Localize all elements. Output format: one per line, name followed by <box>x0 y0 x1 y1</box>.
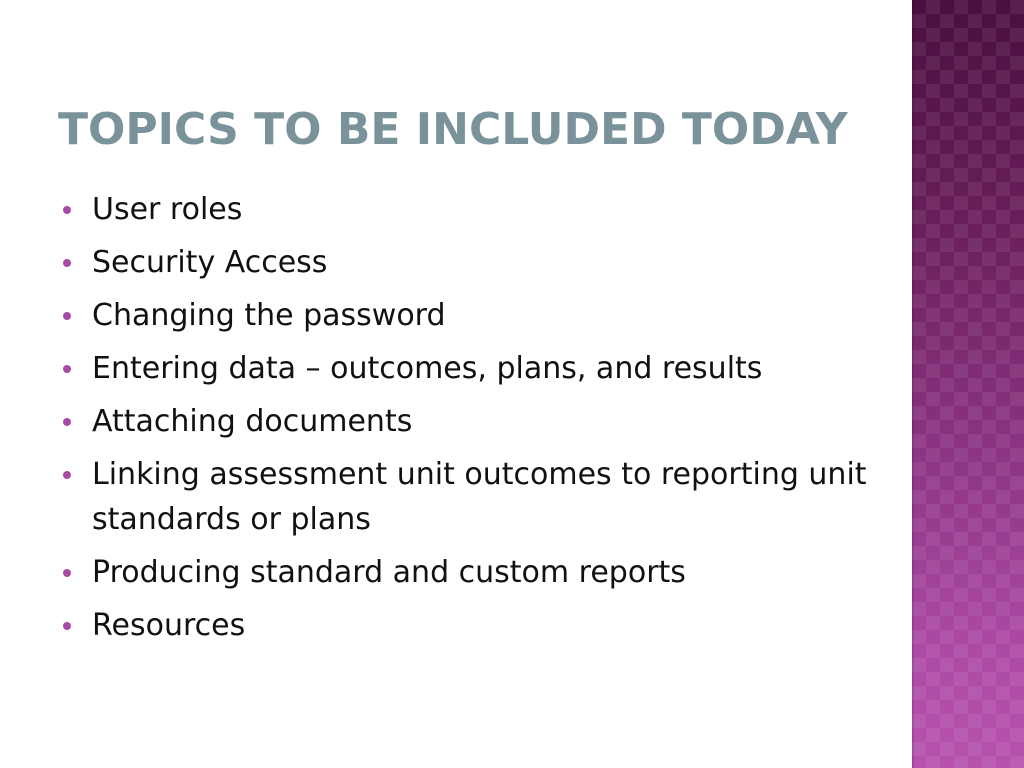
list-item <box>60 240 880 285</box>
list-item <box>60 399 880 444</box>
decorative-side-band <box>912 0 1024 768</box>
bullet-dot-icon <box>63 569 71 577</box>
bullet-text: Resources <box>92 608 246 643</box>
bullet-dot-icon <box>63 622 71 630</box>
bullet-text: Producing standard and custom reports <box>92 555 686 590</box>
bullet-dot-icon <box>63 418 71 426</box>
bullet-list <box>60 187 880 656</box>
list-item <box>60 603 880 648</box>
bullet-dot-icon <box>63 471 71 479</box>
bullet-text: Linking assessment unit outcomes to reporting unit standards or plans <box>92 457 867 537</box>
side-band-edge <box>912 0 914 768</box>
bullet-dot-icon <box>63 312 71 320</box>
list-item <box>60 550 880 595</box>
bullet-text: User roles <box>92 192 243 227</box>
bullet-text: Attaching documents <box>92 404 413 439</box>
bullet-text: Changing the password <box>92 298 446 333</box>
bullet-dot-icon <box>63 365 71 373</box>
bullet-text: Entering data – outcomes, plans, and results <box>92 351 763 386</box>
list-item <box>60 452 880 542</box>
bullet-text: Security Access <box>92 245 328 280</box>
list-item <box>60 293 880 338</box>
list-item <box>60 346 880 391</box>
slide-title: TOPICS TO BE INCLUDED TODAY <box>58 104 848 155</box>
bullet-dot-icon <box>63 206 71 214</box>
list-item <box>60 187 880 232</box>
bullet-dot-icon <box>63 259 71 267</box>
